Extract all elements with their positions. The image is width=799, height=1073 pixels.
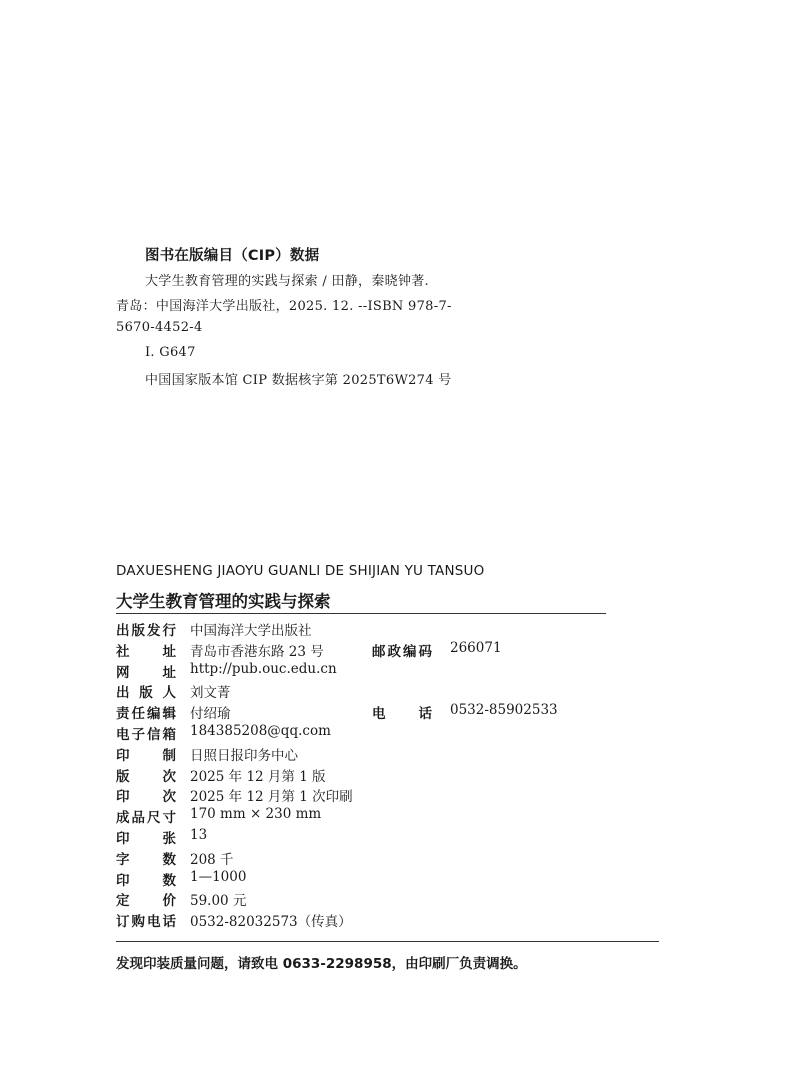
info-value: 2025 年 12 月第 1 次印刷 <box>190 789 353 806</box>
info-value: 中国海洋大学出版社 <box>190 623 312 639</box>
info-label: 印 数 <box>116 872 176 889</box>
info-label: 字 数 <box>116 851 176 868</box>
info-value: 青岛市香港东路 23 号 <box>190 643 324 660</box>
info-value: http://pub.ouc.edu.cn <box>190 660 337 677</box>
info-label: 电 子 信 箱 <box>116 727 176 743</box>
info-value: 184385208@qq.com <box>190 723 331 739</box>
info-label: 出 版 人 <box>116 685 176 702</box>
info-label: 印 张 <box>116 831 176 847</box>
book-pinyin-title: DAXUESHENG JIAOYU GUANLI DE SHIJIAN YU TANSUO <box>116 563 485 579</box>
cip-line: 中国国家版本馆 CIP 数据核字第 2025T6W274 号 <box>145 373 452 388</box>
cip-line: 大学生教育管理的实践与探索 / 田静，秦晓钟著. <box>145 274 429 289</box>
quality-notice: 发现印装质量问题，请致电 0633-2298958，由印刷厂负责调换。 <box>116 956 527 972</box>
cip-title: 图书在版编目（CIP）数据 <box>145 248 320 264</box>
info-value: 59.00 元 <box>190 893 247 910</box>
info-label: 成 品 尺 寸 <box>116 810 176 827</box>
info-label: 出 版 发 行 <box>116 623 176 639</box>
cip-line: 5670-4452-4 <box>116 320 203 335</box>
info-value: 刘文菁 <box>190 685 231 702</box>
info-value: 13 <box>190 827 208 843</box>
info-value: 266071 <box>450 639 502 656</box>
info-label: 印 次 <box>116 789 176 806</box>
info-label: 电 话 <box>372 706 432 723</box>
info-value: 1—1000 <box>190 868 247 885</box>
info-label: 定 价 <box>116 893 176 910</box>
info-value: 170 mm × 230 mm <box>190 806 322 823</box>
info-label: 邮 政 编 码 <box>372 643 432 660</box>
info-label: 订 购 电 话 <box>116 914 176 931</box>
footer-divider <box>116 941 659 942</box>
cip-line: Ⅰ. G647 <box>145 345 196 360</box>
info-value: 0532-85902533 <box>450 702 558 719</box>
info-value: 208 千 <box>190 851 234 868</box>
info-value: 付绍瑜 <box>190 706 231 723</box>
info-label: 版 次 <box>116 768 176 785</box>
cip-line: 青岛：中国海洋大学出版社，2025. 12. --ISBN 978-7- <box>116 299 452 314</box>
info-label: 网 址 <box>116 664 176 681</box>
info-label: 社 址 <box>116 643 176 660</box>
info-label: 责 任 编 辑 <box>116 706 176 723</box>
info-label: 印 制 <box>116 747 176 764</box>
info-value: 日照日报印务中心 <box>190 747 298 764</box>
title-divider <box>116 613 606 614</box>
book-title: 大学生教育管理的实践与探索 <box>116 592 331 611</box>
info-value: 2025 年 12 月第 1 版 <box>190 768 326 785</box>
info-value: 0532-82032573（传真） <box>190 914 352 931</box>
